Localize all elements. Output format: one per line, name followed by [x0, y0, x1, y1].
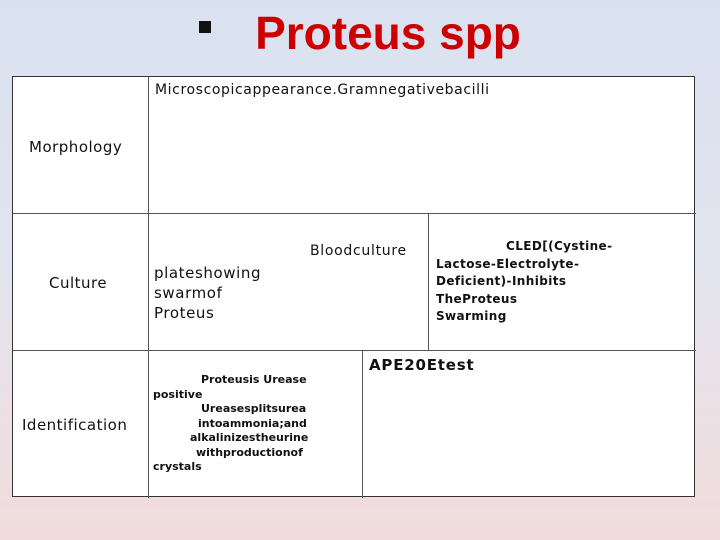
identification-label: Identification — [22, 416, 128, 434]
cled-line-5: Swarming — [436, 309, 507, 323]
slide-title — [0, 6, 720, 66]
ape-etest-text: APE20Etest — [369, 356, 475, 374]
square-bullet-icon — [199, 21, 211, 33]
plate-line-3: Proteus — [154, 304, 215, 322]
morphology-label: Morphology — [29, 138, 123, 156]
urease-line-1: Proteusis Urease — [201, 373, 307, 386]
title-text: Proteus spp — [255, 7, 521, 59]
urease-line-5: alkalinizestheurine — [190, 431, 309, 444]
divider-row-1 — [13, 213, 696, 214]
plate-swarm-text — [154, 263, 261, 323]
cled-line-1: CLED[(Cystine- — [506, 239, 613, 253]
morphology-content: Microscopicappearance.Gramnegativebacilli — [155, 82, 490, 98]
urease-line-6: withproductionof — [196, 445, 303, 459]
urease-line-2: positive — [153, 387, 203, 401]
blood-culture-text: Bloodculture — [310, 243, 407, 259]
cled-line-3: Deficient)-Inhibits — [436, 274, 567, 288]
content-table — [12, 76, 695, 497]
cled-text — [436, 238, 681, 326]
culture-label: Culture — [49, 274, 108, 292]
cled-line-4: TheProteus — [436, 291, 518, 306]
plate-line-2: swarmof — [154, 284, 223, 302]
divider-col-1 — [148, 77, 149, 498]
urease-line-4: intoammonia;and — [198, 416, 307, 430]
plate-line-1: plateshowing — [154, 264, 262, 282]
cled-line-2: Lactose-Electrolyte- — [436, 256, 580, 271]
urease-line-7: crystals — [153, 460, 202, 473]
divider-ident-col-2 — [362, 350, 363, 498]
urease-line-3: Ureasesplitsurea — [201, 402, 307, 415]
divider-row-2 — [13, 350, 696, 351]
urease-text — [153, 373, 358, 475]
divider-culture-col-2 — [428, 213, 429, 350]
